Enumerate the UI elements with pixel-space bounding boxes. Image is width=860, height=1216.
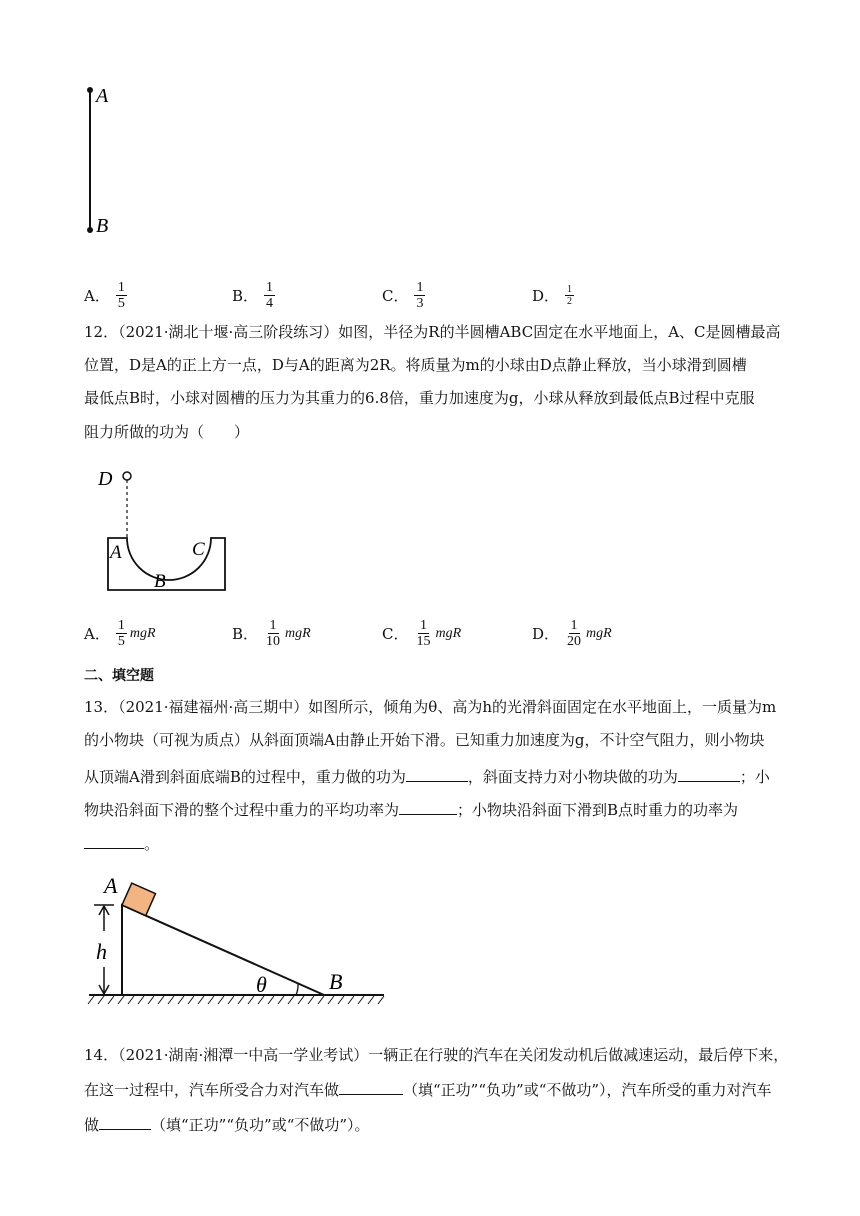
label-b: B — [329, 969, 343, 994]
q12-option-d[interactable]: D． $\frac{1}{20}$ mgR — [532, 618, 612, 649]
answer-blank-4[interactable] — [84, 834, 144, 849]
q12-option-a[interactable]: A． $\frac{1}{5}$ mgR — [84, 618, 156, 649]
q14-line-1: 14．（2021·湖南·湘潭一中高一学业考试）一辆正在行驶的汽车在关闭发动机后做减速运动，最后停下来， — [84, 1046, 789, 1064]
q13-line-3: 从顶端A滑到斜面底端B的过程中，重力做的功为 ，斜面支持力对小物块做的功为 ；小 — [84, 768, 770, 786]
fraction: $\frac{1}{2}$ — [567, 284, 573, 307]
point-b — [87, 227, 93, 233]
q12-line-3: 最低点B时，小球对圆槽的压力为其重力的6.8倍，重力加速度为g，小球从释放到最低点B过程中克服 — [84, 389, 755, 407]
label-theta: θ — [256, 972, 267, 997]
figure-rod-ab — [80, 80, 130, 240]
answer-blank-1[interactable] — [406, 767, 468, 782]
block — [122, 883, 156, 916]
point-a — [87, 87, 93, 93]
q11-option-c[interactable]: C． $\frac{1}{3}$ — [382, 280, 424, 311]
q14-line-3: 做 （填“正功”“负功”或“不做功”）。 — [84, 1116, 370, 1134]
q12-line-1: 12．（2021·湖北十堰·高三阶段练习）如图，半径为R的半圆槽ABC固定在水平地面上，A、C是圆槽最高 — [84, 323, 781, 341]
q11-option-a[interactable]: A． $\frac{1}{5}$ — [84, 280, 125, 311]
point-d — [123, 472, 131, 480]
angle-arc — [296, 983, 298, 995]
q13-line-1: 13．（2021·福建福州·高三期中）如图所示，倾角为θ、高为h的光滑斜面固定在水平地面上，一质量为m — [84, 698, 777, 716]
q12-line-4: 阻力所做的功为（ ） — [84, 423, 250, 441]
q13-line-2: 的小物块（可视为质点）从斜面顶端A由静止开始下滑。已知重力加速度为g，不计空气阻力，则小物块 — [84, 731, 765, 749]
groove-block — [108, 538, 225, 590]
label-b: B — [154, 571, 166, 592]
label-a: A — [110, 542, 122, 563]
figure-incline — [84, 865, 394, 1010]
section-heading: 二、填空题 — [84, 668, 154, 684]
fraction: $\frac{1}{4}$ — [266, 280, 274, 311]
answer-blank-6[interactable] — [99, 1115, 151, 1130]
q12-option-c[interactable]: C． $\frac{1}{15}$ mgR — [382, 618, 462, 649]
answer-blank-3[interactable] — [399, 800, 457, 815]
q12-line-2: 位置，D是A的正上方一点，D与A的距离为2R。将质量为m的小球由D点静止释放，当小球滑到圆槽 — [84, 356, 747, 374]
q11-option-d[interactable]: D． $\frac{1}{2}$ — [532, 284, 573, 307]
label-a: A — [96, 85, 109, 107]
q12-option-b[interactable]: B． $\frac{1}{10}$ mgR — [232, 618, 311, 649]
q14-line-2: 在这一过程中，汽车所受合力对汽车做 （填“正功”“负功”或“不做功”），汽车所受的重力对汽车 — [84, 1081, 772, 1099]
fraction: $\frac{1}{15}$ — [416, 618, 431, 649]
q11-option-b[interactable]: B． $\frac{1}{4}$ — [232, 280, 274, 311]
label-a: A — [104, 873, 118, 898]
answer-blank-5[interactable] — [339, 1080, 403, 1095]
ground-hatching — [88, 996, 384, 1004]
q13-line-5: 。 — [84, 834, 159, 854]
label-c: C — [192, 539, 205, 560]
fraction: $\frac{1}{5}$ — [117, 280, 125, 311]
label-d: D — [98, 468, 113, 490]
incline-triangle — [122, 905, 324, 995]
label-h: h — [96, 939, 107, 964]
fraction: $\frac{1}{20}$ — [567, 618, 582, 649]
fraction: $\frac{1}{3}$ — [416, 280, 424, 311]
label-b: B — [96, 215, 109, 237]
fraction: $\frac{1}{5}$ — [117, 618, 125, 649]
figure-semicircle-groove — [90, 460, 240, 600]
q13-line-4: 物块沿斜面下滑的整个过程中重力的平均功率为 ；小物块沿斜面下滑到B点时重力的功率为 — [84, 801, 739, 819]
answer-blank-2[interactable] — [678, 767, 740, 782]
fraction: $\frac{1}{10}$ — [266, 618, 281, 649]
